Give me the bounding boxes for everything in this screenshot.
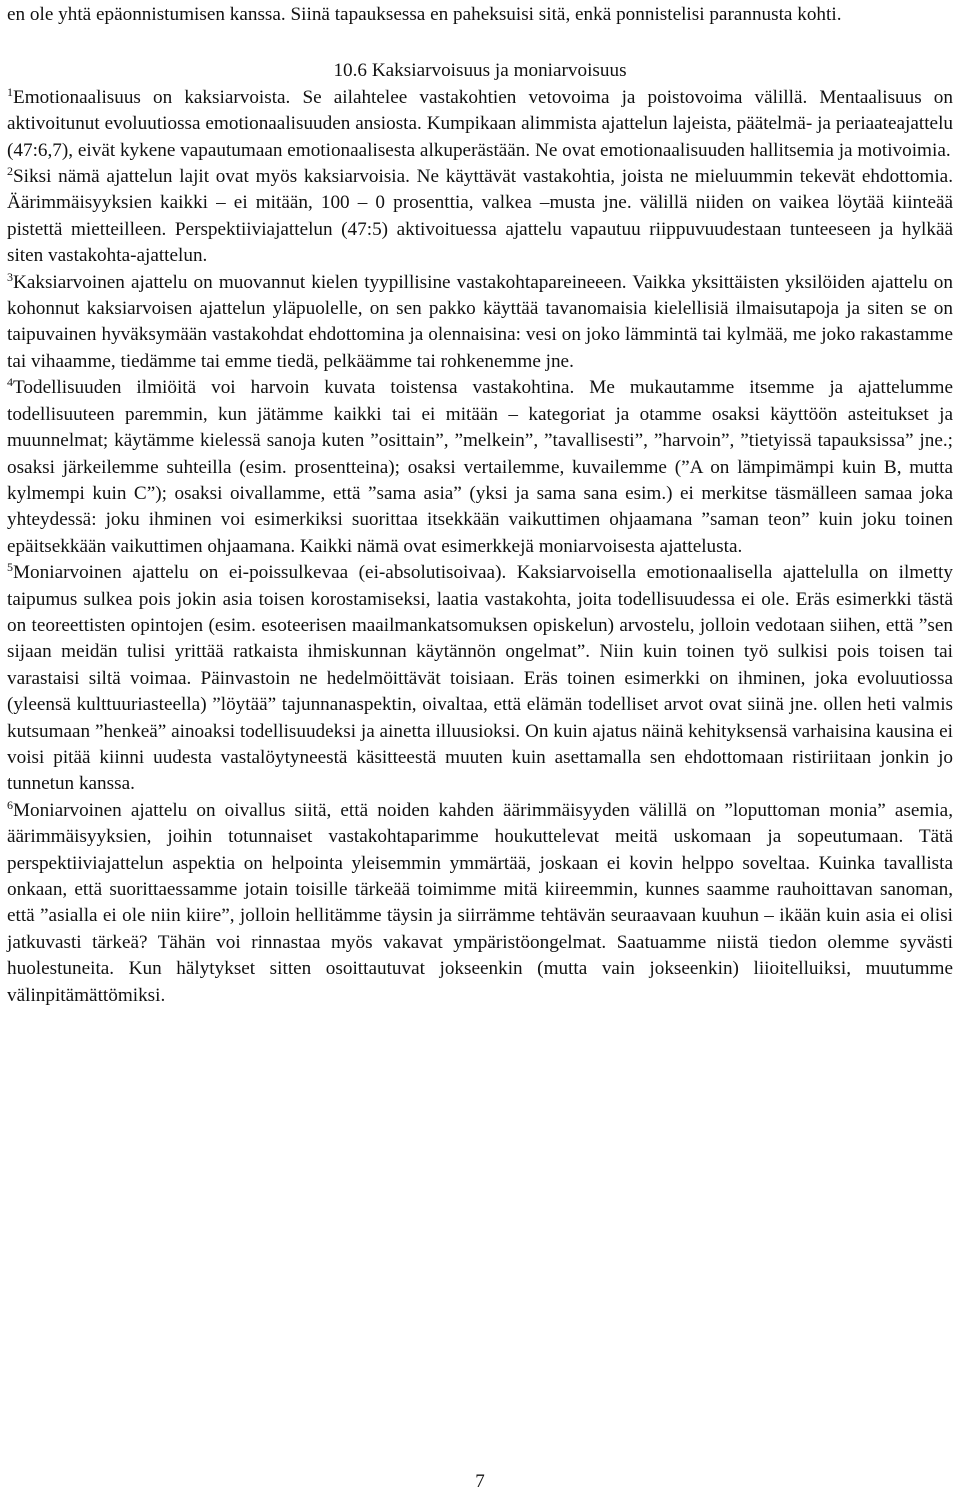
document-page	[7, 0, 953, 1009]
intro-text: en ole yhtä epäonnistumisen kanssa. Siinä tapauksessa en paheksuisi sitä, enkä ponnistelisi parannusta kohti.	[7, 4, 842, 25]
paragraph-number: 4	[7, 375, 13, 390]
paragraph-text: Emotionaalisuus on kaksiarvoista. Se ailahtelee vastakohtien vetovoima ja poistovoima välillä. Mentaalisuus on aktivoitunut evoluutiossa emotionaalisuuden ansiosta. Kumpikaan alimmista ajattelun lajeista, päätelmä- ja periaateajattelu (47:6,7), eivät kykene vapautumaan emotionaalisesta alkuperästään. Ne ovat emotionaalisuuden hallitsemia ja motivoimia.	[7, 86, 953, 161]
paragraph-text: Siksi nämä ajattelun lajit ovat myös kaksiarvoisia. Ne käyttävät vastakohtia, joista ne mieluummin tekevät ehdottomia. Äärimmäisyyksien kaikki – ei mitään, 100 – 0 prosenttia, valkea –musta jne. välillä niiden on vaikea löytää kiinteää pistettä mietteilleen. Perspektiiviajattelun (47:5) aktivoituessa ajattelu vapautuu riippuvuudestaan tunteeseen ja hylkää siten vastakohta-ajattelun.	[7, 166, 953, 267]
paragraph-text: Todellisuuden ilmiöitä voi harvoin kuvata toistensa vastakohtina. Me mukautamme itsemme ja ajattelumme todellisuuteen paremmin, kun jätämme kaikki tai ei mitään – kategoriat ja otamme osaksi käyttöön asteitukset ja muunnelmat; käytämme kielessä sanoja kuten ”osittain”, ”melkein”, ”tavallisesti”, ”harvoin”, ”tietyissä tapauksissa” jne.; osaksi järkeilemme suhteilla (esim. prosentteina); osaksi vertailemme, kuvailemme (”A on lämpimämpi kuin B, mutta kylmempi kuin C”); osaksi oivallamme, että ”sama asia” (yksi ja sama sana esim.) ei merkitse täsmälleen samaa joka yhteydessä: joku ihminen voi esimerkiksi suorittaa itsekkään vaikuttimen ohjaamana ”saman teon” kuin joku toinen epäitsekkään vaikuttimen ohjaamana. Kaikki nämä ovat esimerkkejä moniarvoisesta ajattelusta.	[7, 377, 953, 557]
paragraph-text: Moniarvoinen ajattelu on oivallus siitä, että noiden kahden äärimmäisyyden välillä on ”loputtoman monia” asemia, äärimmäisyyksien, joihin totunnaiset vastakohtaparimme houkuttelevat meitä uskomaan ja sopeutumaan. Tätä perspektiiviajattelun aspektia on helpointa yleisemmin ymmärtää, joskaan ei kovin helppo soveltaa. Kuinka tavallista onkaan, että suorittaessamme jotain toisille tärkeää toimimme mitä kiireemmin, kunnes saamme rauhoittavan sanoman, että ”asialla ei ole niin kiire”, jolloin hellitämme täysin ja siirrämme tehtävän seuraavaan kuuhun – ikään kuin asia ei olisi jatkuvasti tärkeä? Tähän voi rinnastaa myös vakavat ympäristöongelmat. Saatuamme niistä tiedon olemme syvästi huolestuneita. Kun hälytykset sitten osoittautuvat jokseenkin (mutta vain jokseenkin) liioitelluiksi, muutumme välinpitämättömiksi.	[7, 799, 953, 1006]
paragraph-text: Kaksiarvoinen ajattelu on muovannut kielen tyypillisine vastakohtapareineeen. Vaikka yksittäisten yksilöiden ajattelu on kohonnut kaksiarvoisen ajattelun yläpuolelle, on sen pakko käyttää tavanomaisia kielellisiä ilmaisutapoja ja siten se on taipuvainen hyväksymään vastakohdat ehdottomina ja olennaisina: vesi on joko lämmintä tai kylmää, me joko rakastamme tai vihaamme, tiedämme tai emme tiedä, pelkäämme tai rohkenemme jne.	[7, 271, 953, 372]
paragraph-number: 5	[7, 560, 13, 575]
paragraph-number: 6	[7, 797, 13, 812]
paragraph-text: Moniarvoinen ajattelu on ei-poissulkevaa (ei-absolutisoivaa). Kaksiarvoisella emotionaalisella ajattelulla on ilmetty taipumus sulkea pois jokin asia toisen korostamiseksi, laatia vastakohta, joita todellisuudessa ei ole. Eräs esimerkki tästä on teoreettisten opintojen (esim. esoteerisen maailmankatsomuksen opiskelun) arvostelu, jolloin vedotaan siihen, että ”sen sijaan meidän tulisi yrittää ratkaista ihmiskunnan käytännön ongelmat”. Niin kuin toinen työ sulkisi pois toisen tai varastaisi siltä voimaa. Päinvastoin ne hedelmöittävät toisiaan. Eräs toinen esimerkki on ihminen, joka evoluutiossa (yleensä kulttuuriasteella) ”löytää” tajunnanaspektin, oivaltaa, että elämän todelliset arvot ovat siinä jne. ollen heti valmis kutsumaan ”henkeä” ainoaksi todellisuudeksi ja ainetta illuusioksi. On kuin ajatus näinä kehityksensä varhaisina kausina ei voisi pitää kiinni uudesta vastalöytyneestä käsitteestä muuten kuin asettamalla sen ehdottomaan ristiriitaan jonkin jo tunnetun kanssa.	[7, 562, 953, 795]
paragraph-6	[7, 798, 953, 1009]
paragraph-number: 1	[7, 84, 13, 99]
page-number: 7	[475, 1471, 485, 1492]
paragraph-4	[7, 375, 953, 560]
paragraph-5	[7, 560, 953, 798]
paragraph-3	[7, 270, 953, 376]
paragraph-2	[7, 164, 953, 270]
paragraph-number: 2	[7, 164, 13, 179]
paragraph-number: 3	[7, 269, 13, 284]
paragraph-1	[7, 85, 953, 164]
section-heading: 10.6 Kaksiarvoisuus ja moniarvoisuus	[333, 60, 627, 82]
